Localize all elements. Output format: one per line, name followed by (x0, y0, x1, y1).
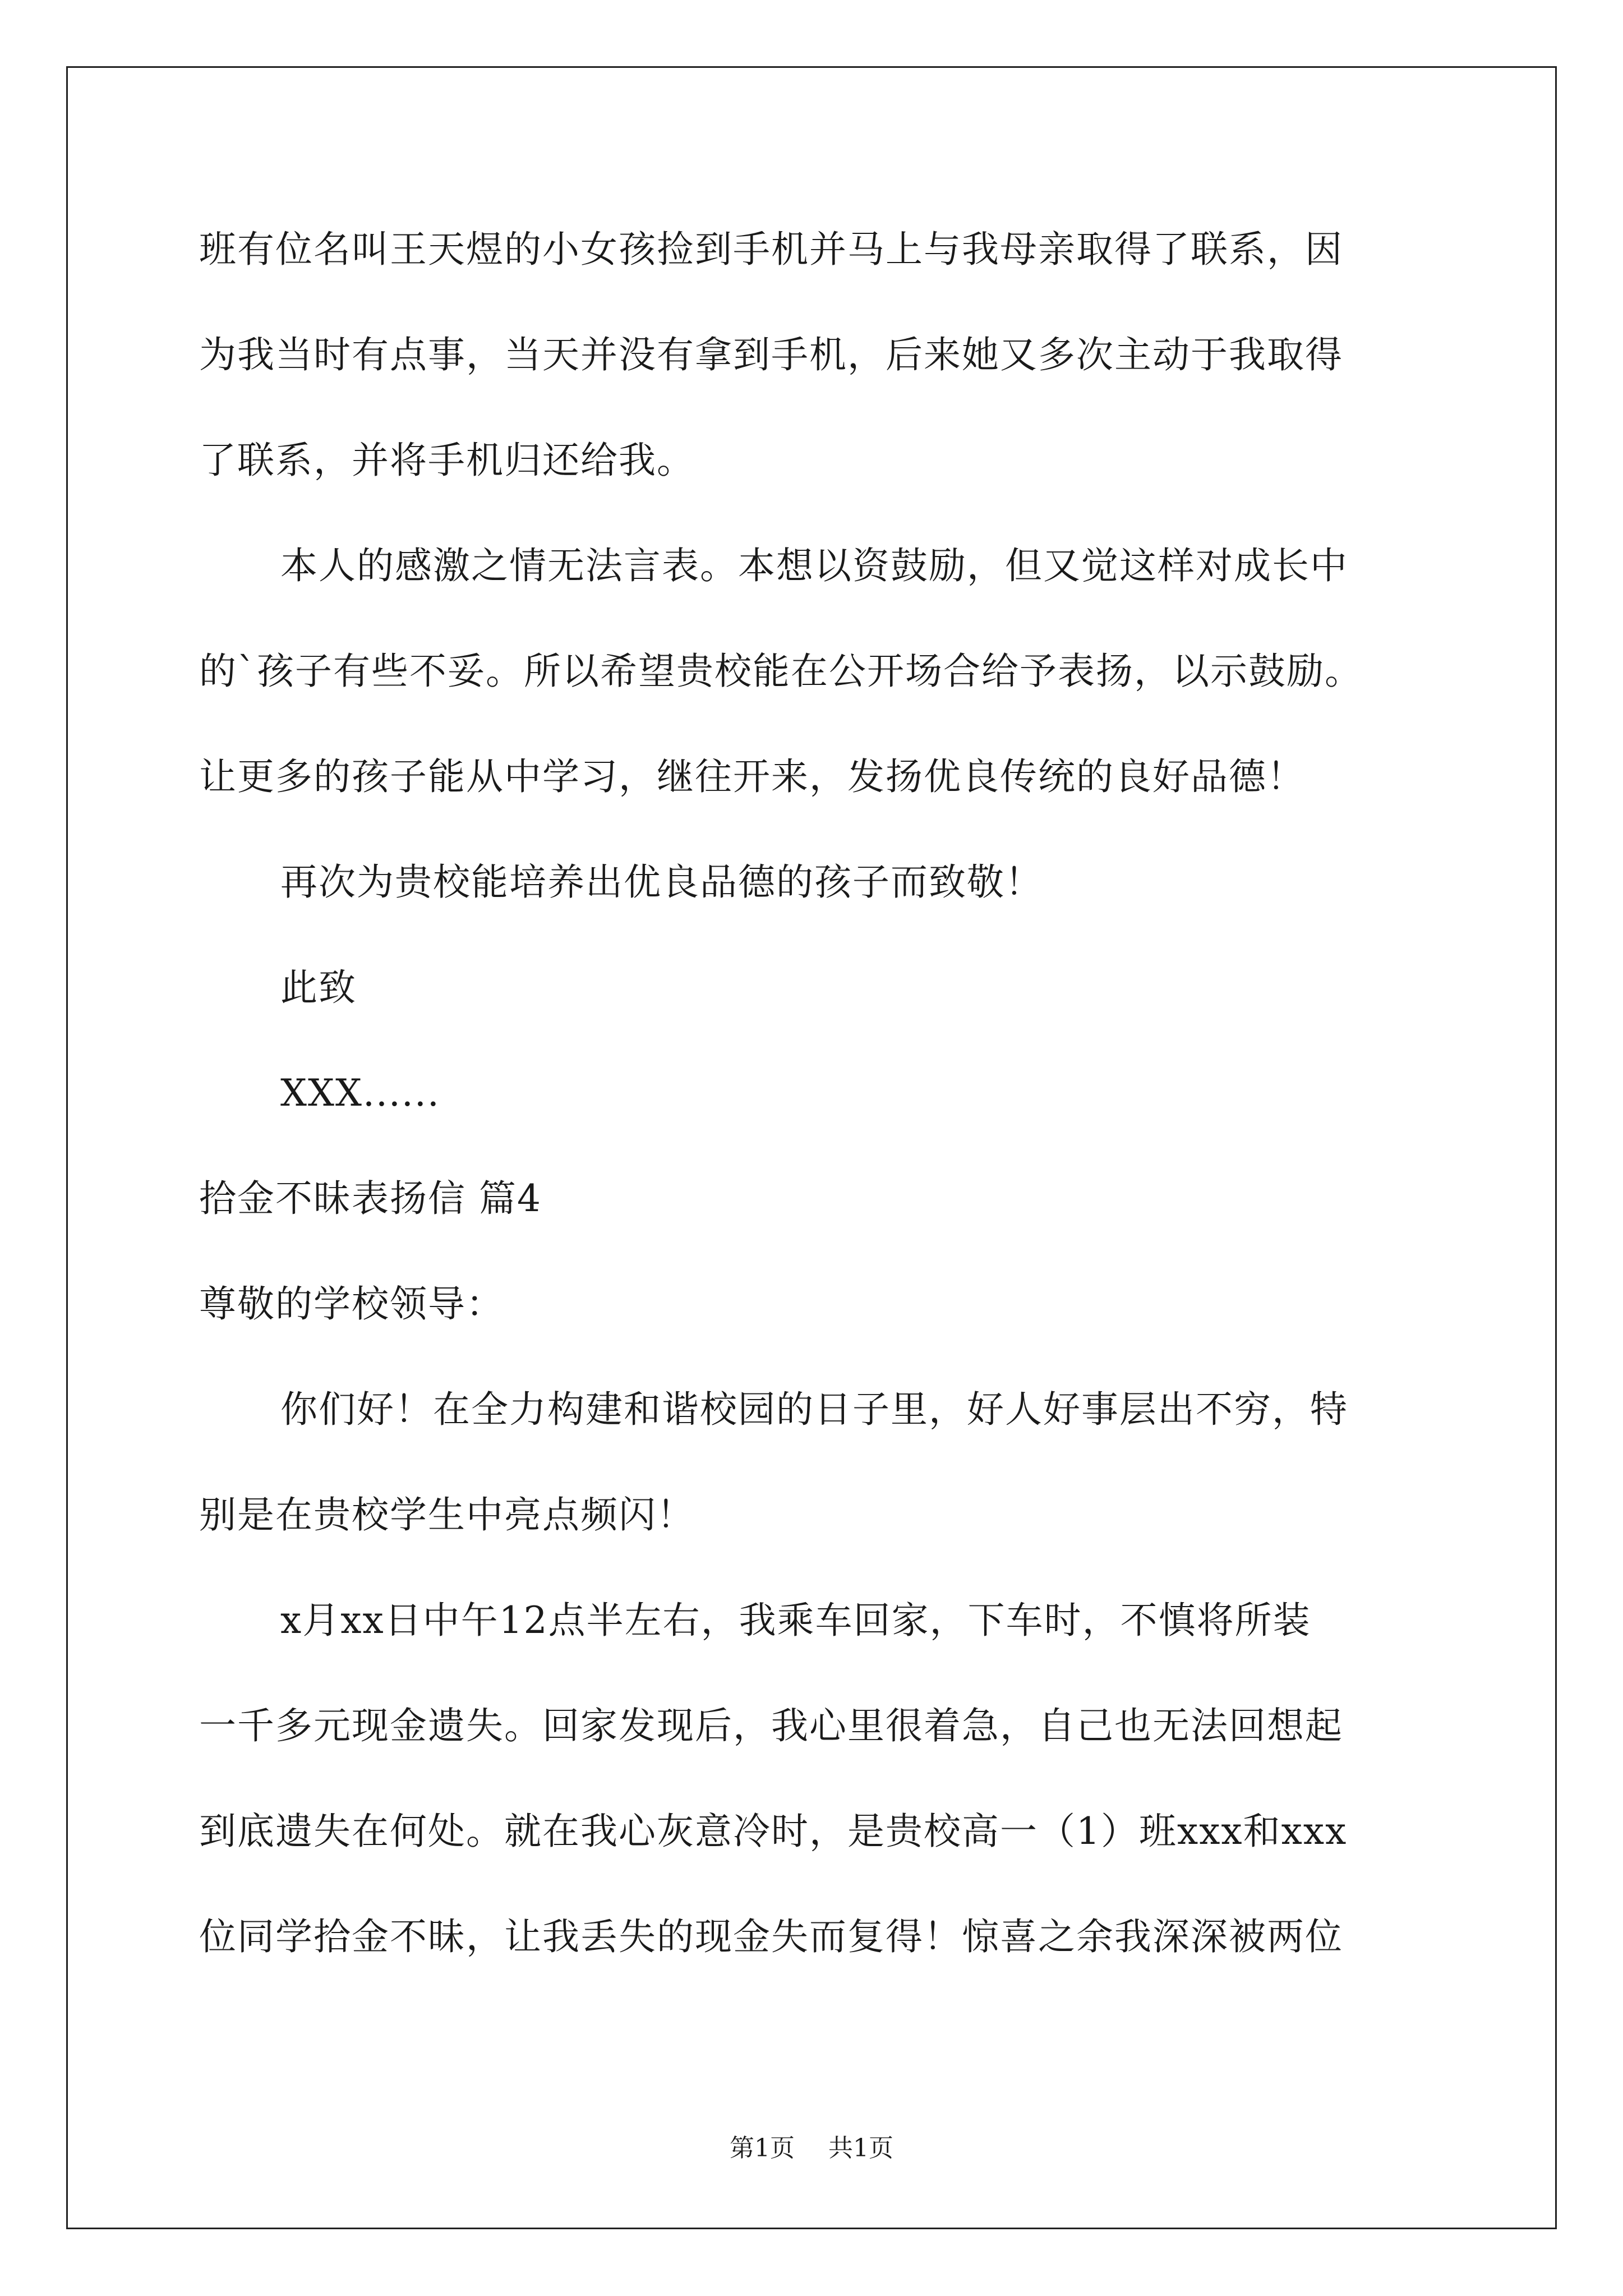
page-total: 共1页 (828, 2134, 893, 2162)
salutation: 尊敬的学校领导： (199, 1282, 504, 1326)
body-line: 让更多的孩子能从中学习，继往开来，发扬优良传统的良好品德！ (199, 755, 1305, 798)
page-footer (0, 2136, 1623, 2161)
body-line: 本人的感激之情无法言表。本想以资鼓励，但又觉这样对成长中 (280, 544, 1348, 587)
section-heading: 拾金不昧表扬信 篇4 (199, 1177, 542, 1220)
body-line: 的`孩子有些不妥。所以希望贵校能在公开场合给予表扬，以示鼓励。 (199, 650, 1363, 693)
body-line: 再次为贵校能培养出优良品德的孩子而致敬！ (280, 861, 1043, 904)
body-line: 你们好！在全力构建和谐校园的日子里，好人好事层出不穷，特 (280, 1388, 1348, 1431)
body-line: 位同学拾金不昧，让我丢失的现金失而复得！惊喜之余我深深被两位 (199, 1915, 1343, 1958)
signature-line: XXX...... (280, 1071, 440, 1115)
body-line: 到底遗失在何处。就在我心灰意冷时，是贵校高一（1）班xxx和xxx (199, 1810, 1348, 1853)
body-line: 一千多元现金遗失。回家发现后，我心里很着急，自己也无法回想起 (199, 1704, 1343, 1747)
page-number: 第1页 (730, 2134, 795, 2162)
body-line: 别是在贵校学生中亮点频闪！ (199, 1493, 695, 1536)
closing-line: 此致 (280, 966, 357, 1009)
body-line: 为我当时有点事，当天并没有拿到手机，后来她又多次主动于我取得 (199, 333, 1343, 376)
body-line: 班有位名叫王天煜的小女孩捡到手机并马上与我母亲取得了联系，因 (199, 228, 1343, 271)
body-line: 了联系，并将手机归还给我。 (199, 439, 695, 482)
body-line: x月xx日中午12点半左右，我乘车回家，下车时，不慎将所装 (280, 1599, 1311, 1642)
page-border (66, 66, 1557, 2229)
